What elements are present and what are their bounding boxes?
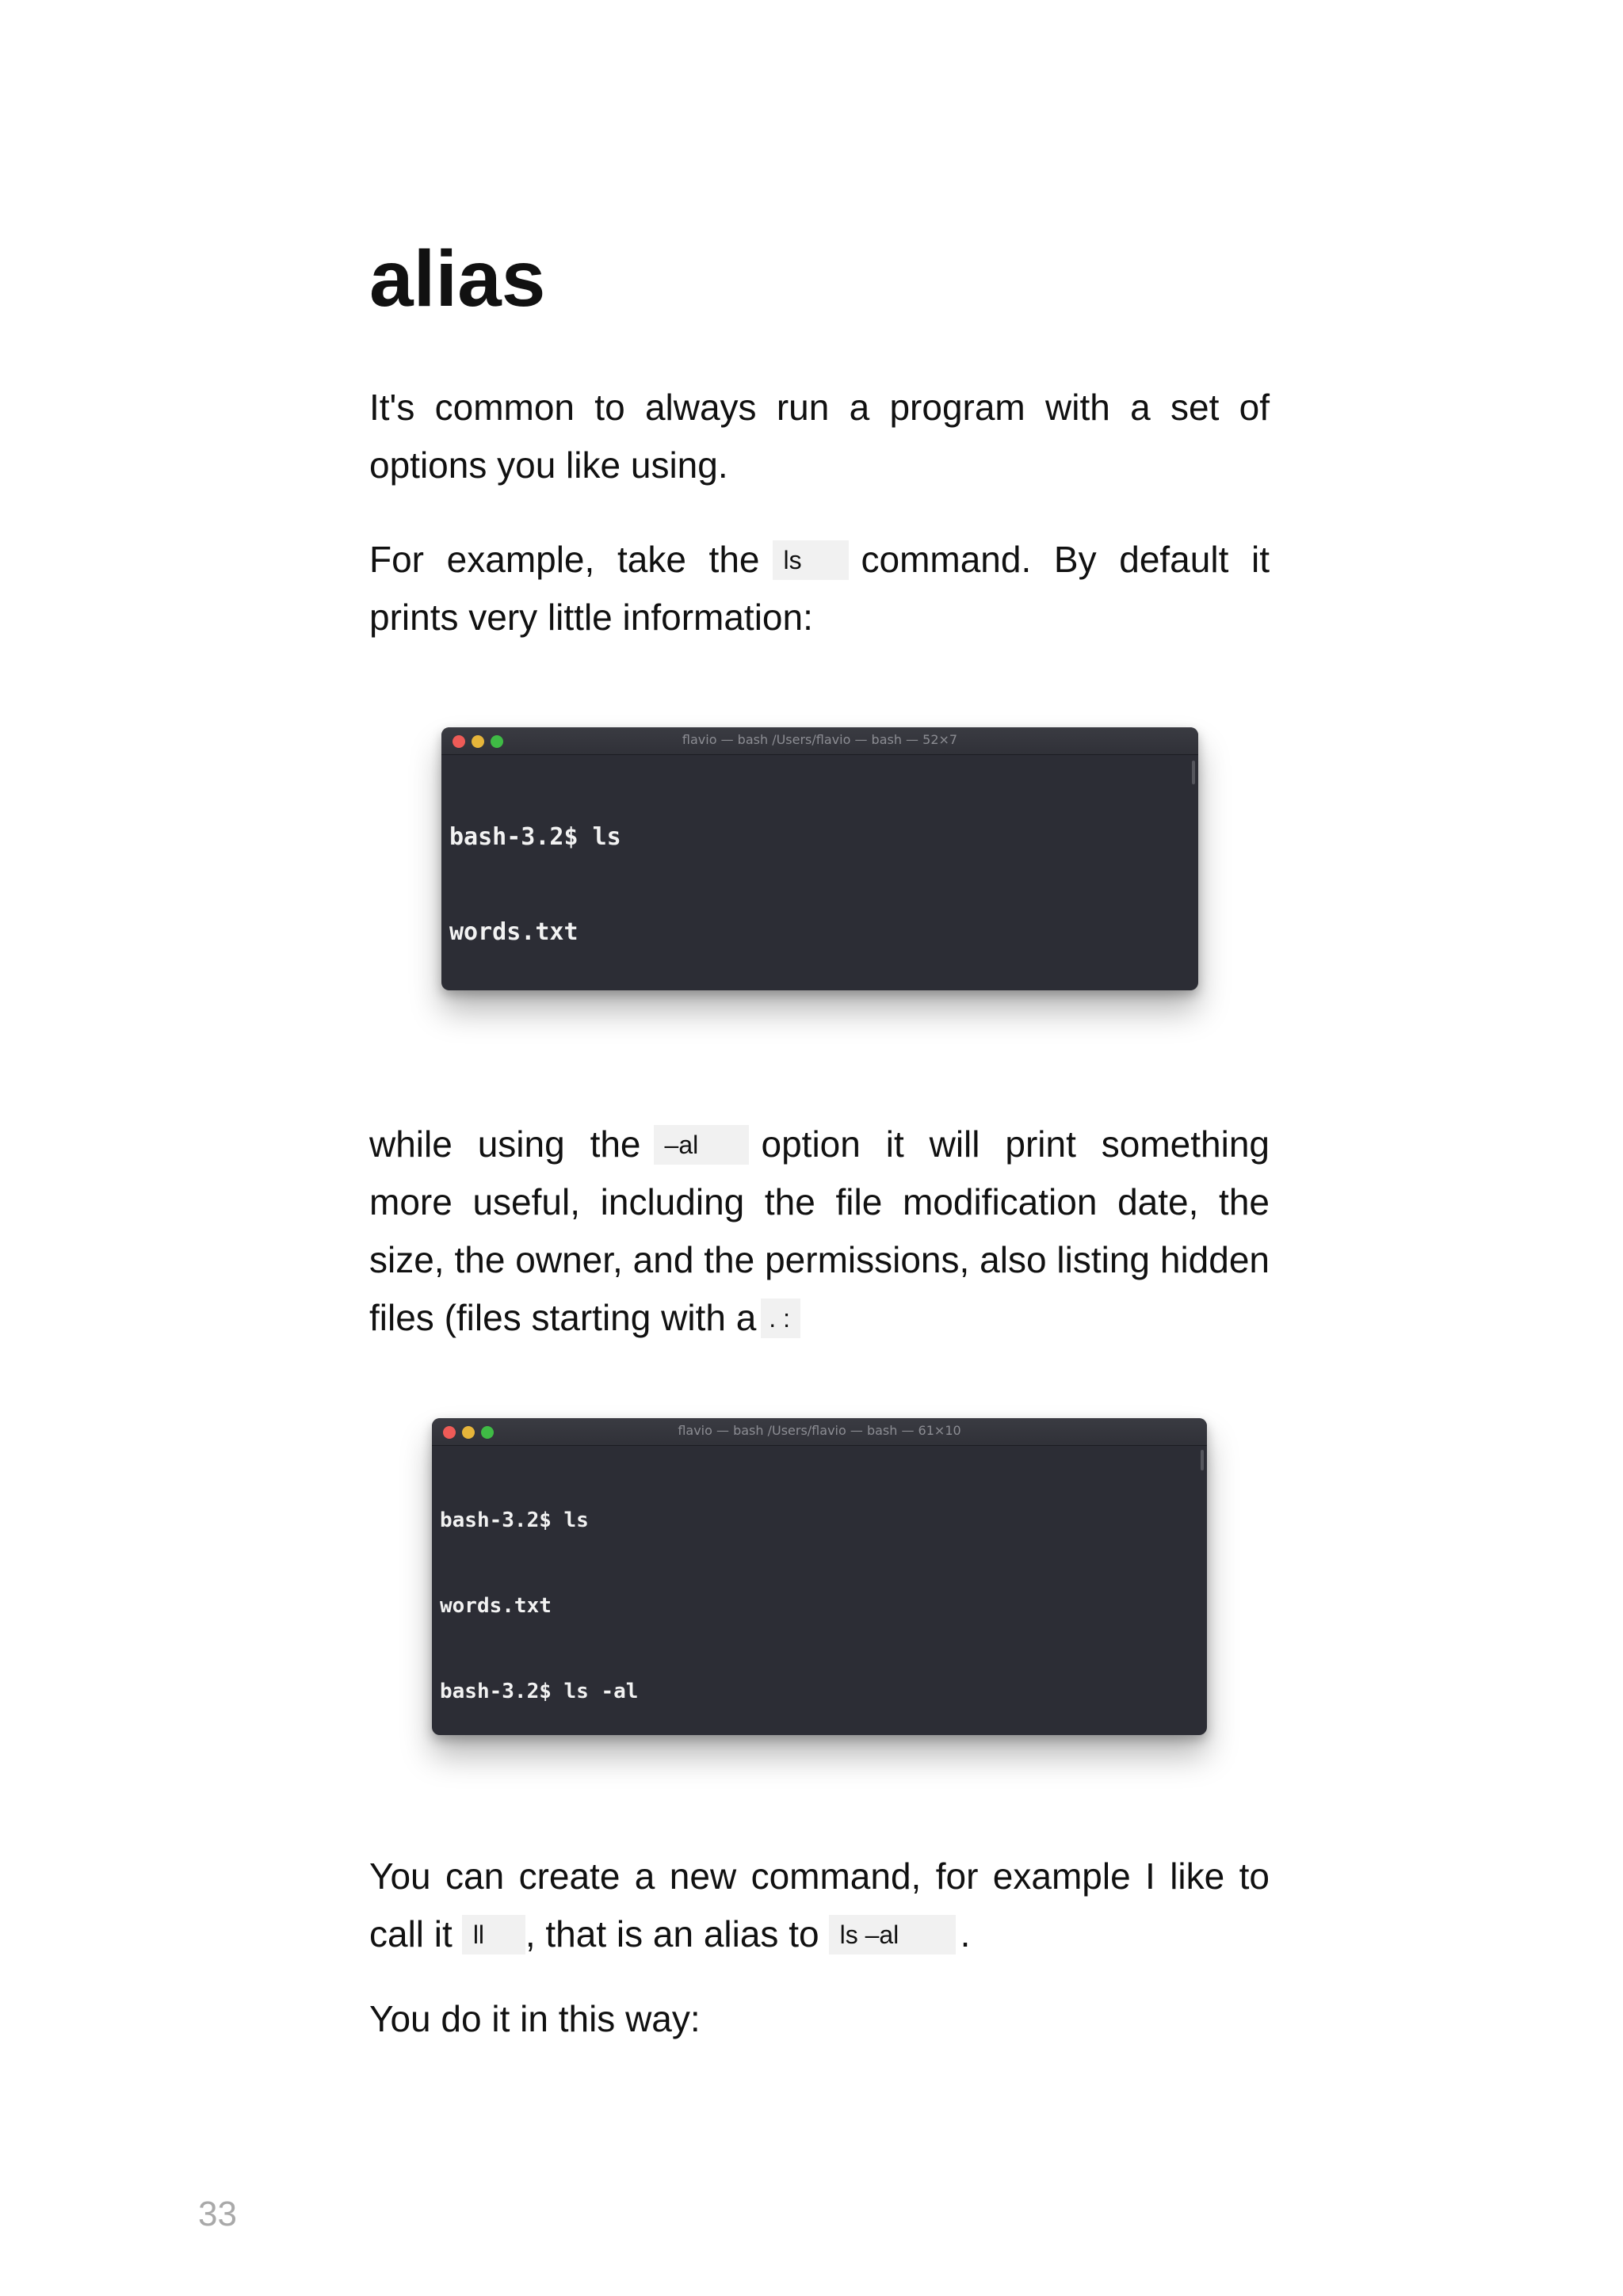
terminal-line: words.txt [449,918,579,946]
terminal-scrollbar[interactable] [1192,761,1195,784]
terminal-title: flavio — bash /Users/flavio — bash — 61×10 [678,1423,961,1438]
al-paragraph-text-2: option it will print something more useful, including the file modification date, the size, the owner, and the permissions, also listing hidden files (files starting with a [369,1123,1270,1338]
terminal-window-ls [441,727,1198,990]
terminal-line: bash-3.2$ ls [449,823,621,851]
ls-paragraph-text-2: command. By default it prints very little information: [369,539,1270,638]
inline-code-ll: ll [462,1915,525,1955]
terminal-titlebar [432,1418,1207,1446]
alias-intro-paragraph [369,1848,1270,1963]
page-number: 33 [198,2195,237,2233]
terminal-window-ls-al [432,1418,1207,1735]
alias-paragraph-text-3: . [960,1913,971,1955]
terminal-title: flavio — bash /Users/flavio — bash — 52×7 [682,732,958,747]
alias-howto-paragraph: You do it in this way: [369,1998,701,2039]
ls-paragraph-text-1: For example, take the [369,539,760,580]
intro-paragraph: It's common to always run a program with a set of options you like using. [369,387,1270,486]
terminal-output[interactable] [432,1446,1207,1735]
al-paragraph [369,1116,1270,1347]
terminal-titlebar [441,727,1198,755]
inline-code-ls: ls [773,540,849,580]
terminal-scrollbar[interactable] [1201,1450,1204,1470]
inline-code-dot: . : [761,1299,800,1338]
page-heading: alias [369,235,546,323]
inline-code-al: –al [654,1125,749,1165]
al-paragraph-text-1: while using the [369,1123,641,1165]
ls-paragraph [369,531,1270,646]
terminal-line: words.txt [440,1594,552,1618]
alias-paragraph-text-1: You can create a new command, for example I like to call it [369,1855,1270,1955]
terminal-output[interactable] [441,755,1198,990]
alias-paragraph-text-2: , that is an alias to [525,1913,819,1955]
inline-code-ls-al: ls –al [829,1915,956,1955]
terminal-line: bash-3.2$ ls -al [440,1680,639,1703]
terminal-line: bash-3.2$ ls [440,1508,589,1532]
